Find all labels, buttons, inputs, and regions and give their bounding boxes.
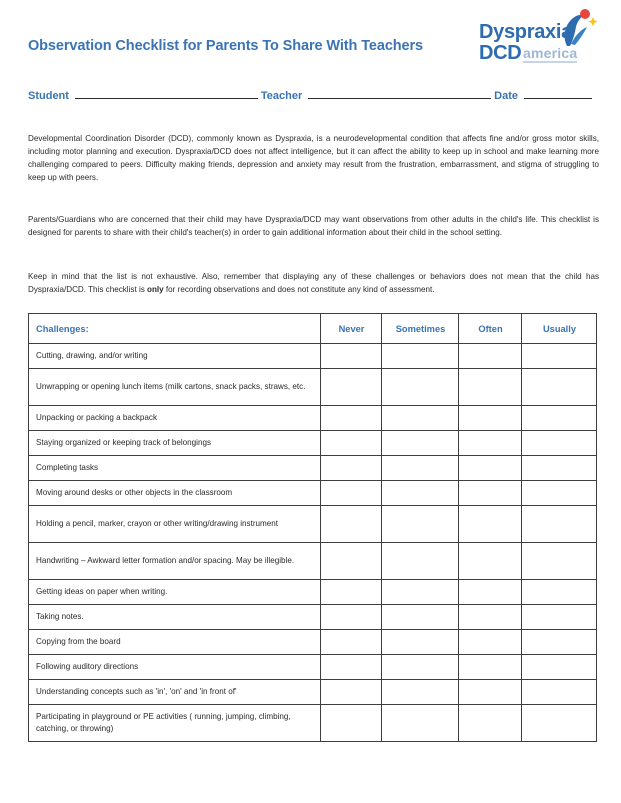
rating-cell-often[interactable]	[459, 506, 522, 543]
rating-cell-sometimes[interactable]	[382, 369, 459, 406]
rating-cell-never[interactable]	[321, 344, 382, 369]
disclaimer-emphasis-only: only	[147, 285, 164, 295]
rating-cell-sometimes[interactable]	[382, 680, 459, 705]
rating-cell-often[interactable]	[459, 605, 522, 630]
rating-cell-sometimes[interactable]	[382, 344, 459, 369]
rating-cell-never[interactable]	[321, 680, 382, 705]
rating-cell-never[interactable]	[321, 506, 382, 543]
rating-cell-sometimes[interactable]	[382, 705, 459, 742]
challenge-item-label: Copying from the board	[29, 630, 321, 655]
challenge-item-label: Cutting, drawing, and/or writing	[29, 344, 321, 369]
table-row	[29, 680, 597, 705]
rating-cell-usually[interactable]	[522, 630, 597, 655]
rating-cell-often[interactable]	[459, 630, 522, 655]
rating-cell-usually[interactable]	[522, 705, 597, 742]
rating-cell-never[interactable]	[321, 406, 382, 431]
table-header-row	[29, 314, 597, 344]
challenge-item-label: Completing tasks	[29, 456, 321, 481]
rating-cell-sometimes[interactable]	[382, 506, 459, 543]
challenge-item-label: Handwriting – Awkward letter formation and/or spacing. May be illegible.	[29, 543, 321, 580]
rating-cell-sometimes[interactable]	[382, 456, 459, 481]
table-row	[29, 655, 597, 680]
rating-cell-often[interactable]	[459, 406, 522, 431]
rating-cell-sometimes[interactable]	[382, 630, 459, 655]
observation-checklist-table	[28, 313, 597, 742]
rating-cell-often[interactable]	[459, 431, 522, 456]
table-row	[29, 605, 597, 630]
rating-cell-usually[interactable]	[522, 580, 597, 605]
rating-cell-often[interactable]	[459, 543, 522, 580]
logo-line-dcd: DCD	[479, 42, 522, 64]
table-row	[29, 456, 597, 481]
column-header-sometimes: Sometimes	[382, 314, 459, 344]
table-row	[29, 344, 597, 369]
rating-cell-usually[interactable]	[522, 456, 597, 481]
column-header-often: Often	[459, 314, 522, 344]
page-title: Observation Checklist for Parents To Share With Teachers	[28, 38, 424, 54]
rating-cell-often[interactable]	[459, 344, 522, 369]
rating-cell-usually[interactable]	[522, 605, 597, 630]
intro-paragraph-purpose: Parents/Guardians who are concerned that their child may have Dyspraxia/DCD may want observations from other adults in the child's life. This checklist is designed for parents to share with their child's teacher(s) in order to gain additional information about their child in the school setting.	[28, 215, 599, 238]
rating-cell-never[interactable]	[321, 543, 382, 580]
rating-cell-usually[interactable]	[522, 655, 597, 680]
table-row	[29, 705, 597, 742]
rating-cell-usually[interactable]	[522, 506, 597, 543]
rating-cell-usually[interactable]	[522, 481, 597, 506]
rating-cell-usually[interactable]	[522, 543, 597, 580]
student-label: Student	[28, 90, 69, 102]
table-row	[29, 580, 597, 605]
rating-cell-often[interactable]	[459, 580, 522, 605]
dyspraxia-dcd-america-logo	[479, 8, 599, 64]
rating-cell-usually[interactable]	[522, 406, 597, 431]
rating-cell-never[interactable]	[321, 431, 382, 456]
rating-cell-never[interactable]	[321, 655, 382, 680]
rating-cell-often[interactable]	[459, 680, 522, 705]
rating-cell-never[interactable]	[321, 705, 382, 742]
challenge-item-label: Staying organized or keeping track of belongings	[29, 431, 321, 456]
table-row	[29, 630, 597, 655]
rating-cell-often[interactable]	[459, 655, 522, 680]
rating-cell-sometimes[interactable]	[382, 605, 459, 630]
rating-cell-usually[interactable]	[522, 431, 597, 456]
rating-cell-sometimes[interactable]	[382, 580, 459, 605]
table-row	[29, 543, 597, 580]
challenge-item-label: Unwrapping or opening lunch items (milk cartons, snack packs, straws, etc.	[29, 369, 321, 406]
logo-tagline-america: america	[523, 45, 578, 61]
table-body	[29, 344, 597, 742]
rating-cell-sometimes[interactable]	[382, 655, 459, 680]
rating-cell-often[interactable]	[459, 369, 522, 406]
table-row	[29, 506, 597, 543]
rating-cell-often[interactable]	[459, 456, 522, 481]
rating-cell-sometimes[interactable]	[382, 431, 459, 456]
challenge-item-label: Getting ideas on paper when writing.	[29, 580, 321, 605]
rating-cell-often[interactable]	[459, 705, 522, 742]
rating-cell-often[interactable]	[459, 481, 522, 506]
rating-cell-usually[interactable]	[522, 344, 597, 369]
rating-cell-never[interactable]	[321, 369, 382, 406]
rating-cell-usually[interactable]	[522, 369, 597, 406]
challenge-item-label: Following auditory directions	[29, 655, 321, 680]
challenge-item-label: Taking notes.	[29, 605, 321, 630]
table-row	[29, 481, 597, 506]
table-row	[29, 406, 597, 431]
table-header	[29, 314, 597, 344]
column-header-challenges: Challenges:	[29, 314, 321, 344]
rating-cell-sometimes[interactable]	[382, 406, 459, 431]
teacher-input-rule[interactable]	[308, 97, 491, 99]
rating-cell-never[interactable]	[321, 580, 382, 605]
intro-paragraph-dcd-definition: Developmental Coordination Disorder (DCD), commonly known as Dyspraxia, is a neurodevelopmental condition that affects fine and/or gross motor skills, including motor planning and execution. Dyspraxia/DCD does not affect intelligence, but it can affect the ability to keep up in school and make learning more challenging compared to peers. Difficulty making friends, depression and anxiety may result from the frustration, embarrassment, and stigma of struggling to keep up with peers.	[28, 134, 599, 183]
student-input-rule[interactable]	[75, 97, 258, 99]
rating-cell-never[interactable]	[321, 605, 382, 630]
challenge-item-label: Participating in playground or PE activities ( running, jumping, climbing, catching, or throwing)	[29, 705, 321, 742]
date-label: Date	[494, 90, 519, 102]
intro-paragraph-disclaimer	[28, 270, 599, 296]
teacher-label: Teacher	[260, 90, 303, 102]
table-row	[29, 431, 597, 456]
date-input-rule[interactable]	[524, 97, 592, 99]
rating-cell-sometimes[interactable]	[382, 481, 459, 506]
student-teacher-date-fields	[28, 90, 595, 102]
rating-cell-never[interactable]	[321, 481, 382, 506]
challenge-item-label: Moving around desks or other objects in the classroom	[29, 481, 321, 506]
challenge-item-label: Holding a pencil, marker, crayon or other writing/drawing instrument	[29, 506, 321, 543]
challenge-item-label: Understanding concepts such as 'in', 'on' and 'in front of'	[29, 680, 321, 705]
column-header-never: Never	[321, 314, 382, 344]
challenge-item-label: Unpacking or packing a backpack	[29, 406, 321, 431]
rating-cell-usually[interactable]	[522, 680, 597, 705]
disclaimer-text-part2: for recording observations and does not constitute any kind of assessment.	[163, 285, 435, 295]
rating-cell-never[interactable]	[321, 630, 382, 655]
column-header-usually: Usually	[522, 314, 597, 344]
table-row	[29, 369, 597, 406]
logo-line-dyspraxia: Dyspraxia	[479, 21, 572, 43]
disclaimer-text-part1: Keep in mind that the list is not exhaustive. Also, remember that displaying any of these challenges or behaviors does not mean that the child has Dyspraxia/DCD. This checklist is	[28, 272, 599, 295]
rating-cell-never[interactable]	[321, 456, 382, 481]
rating-cell-sometimes[interactable]	[382, 543, 459, 580]
